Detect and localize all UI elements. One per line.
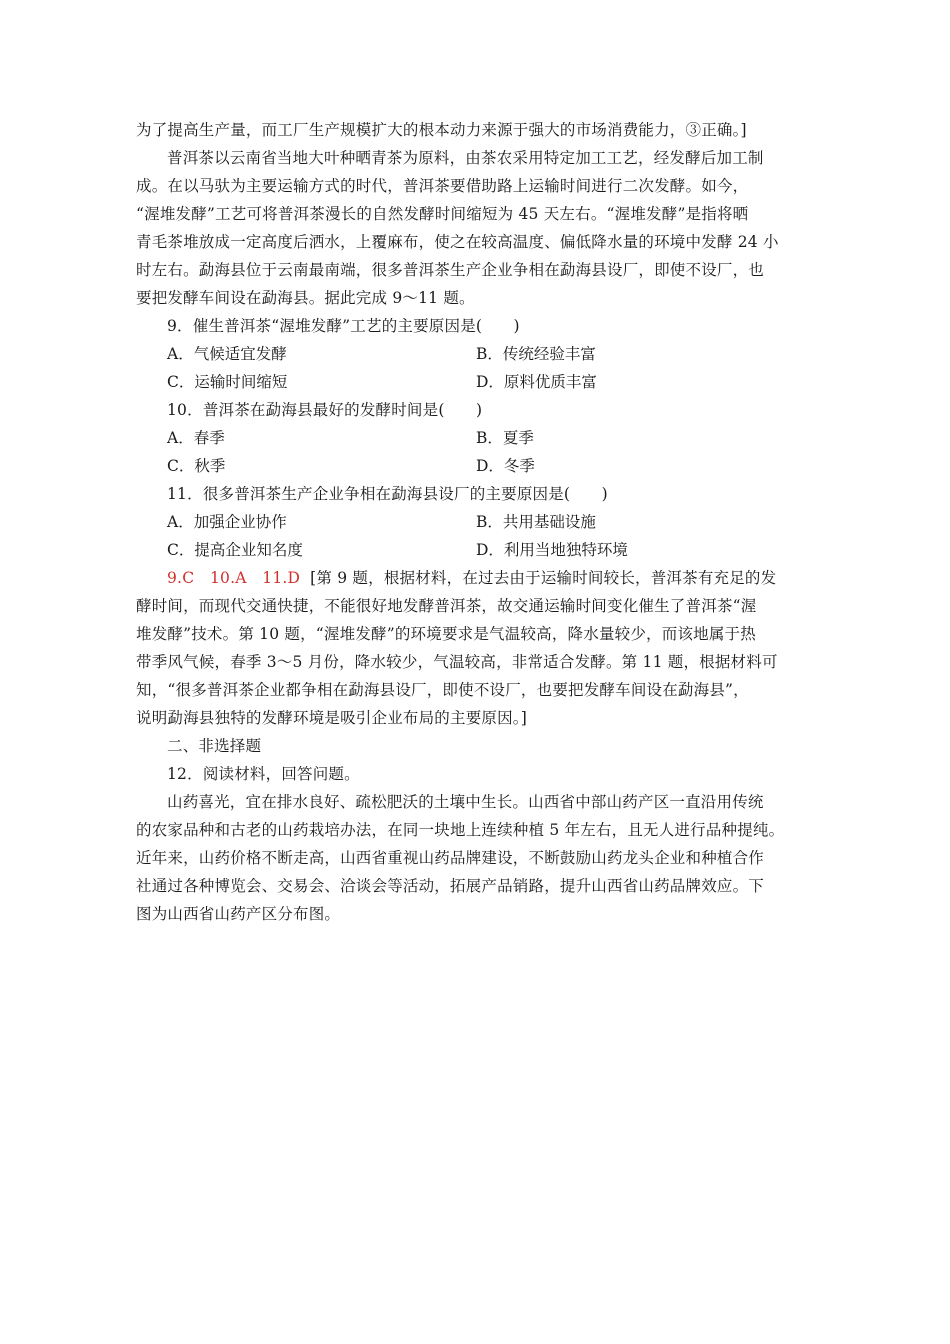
option-d: D．冬季	[476, 457, 535, 475]
explanation-line: 知，“很多普洱茶企业都争相在勐海县设厂，即使不设厂，也要把发酵车间设在勐海县”，	[136, 681, 749, 699]
option-c: C．秋季	[167, 457, 226, 475]
question-11	[136, 480, 816, 564]
document-page	[136, 116, 816, 928]
question-10	[136, 396, 816, 480]
option-a: A．加强企业协作	[167, 513, 287, 531]
passage-line: 的农家品种和古老的山药栽培办法，在同一块地上连续种植 5 年左右，且无人进行品种提纯。	[136, 821, 785, 839]
option-row	[136, 508, 816, 536]
answer-keys: 9.C 10.A 11.D	[167, 569, 301, 587]
question-stem: 11．很多普洱茶生产企业争相在勐海县设厂的主要原因是( )	[167, 485, 608, 503]
passage-line: 山药喜光，宜在排水良好、疏松肥沃的土壤中生长。山西省中部山药产区一直沿用传统	[167, 793, 764, 811]
option-row	[136, 368, 816, 396]
question-12-stem: 12．阅读材料，回答问题。	[167, 765, 360, 783]
option-d: D．利用当地独特环境	[476, 541, 628, 559]
option-d: D．原料优质丰富	[476, 373, 597, 391]
passage-line: 要把发酵车间设在勐海县。据此完成 9～11 题。	[136, 289, 475, 307]
passage-yam	[136, 788, 816, 928]
option-b: B．夏季	[476, 429, 534, 447]
passage-line: 成。在以马驮为主要运输方式的时代，普洱茶要借助路上运输时间进行二次发酵。如今，	[136, 177, 749, 195]
passage-line: 社通过各种博览会、交易会、洽谈会等活动，拓展产品销路，提升山西省山药品牌效应。下	[136, 877, 765, 895]
answer-first-line	[136, 564, 816, 592]
explanation-line: 酵时间，而现代交通快捷，不能很好地发酵普洱茶，故交通运输时间变化催生了普洱茶“渥	[136, 597, 757, 615]
passage-line: “渥堆发酵”工艺可将普洱茶漫长的自然发酵时间缩短为 45 天左右。“渥堆发酵”是指将晒	[136, 205, 749, 223]
option-a: A．气候适宜发酵	[167, 345, 287, 363]
option-row	[136, 340, 816, 368]
passage-line: 普洱茶以云南省当地大叶种晒青茶为原料，由茶农采用特定加工工艺，经发酵后加工制	[167, 149, 764, 167]
intro-tail: 为了提高生产量，而工厂生产规模扩大的根本动力来源于强大的市场消费能力，③正确。]	[136, 121, 747, 139]
explanation-line: 堆发酵”技术。第 10 题，“渥堆发酵”的环境要求是气温较高，降水量较少，而该地属于热	[136, 625, 756, 643]
option-b: B．共用基础设施	[476, 513, 596, 531]
option-row	[136, 536, 816, 564]
passage-line: 时左右。勐海县位于云南最南端，很多普洱茶生产企业争相在勐海县设厂，即使不设厂，也	[136, 261, 765, 279]
option-row	[136, 424, 816, 452]
option-row	[136, 452, 816, 480]
option-c: C．提高企业知名度	[167, 541, 303, 559]
option-c: C．运输时间缩短	[167, 373, 288, 391]
question-stem: 9．催生普洱茶“渥堆发酵”工艺的主要原因是( )	[167, 317, 520, 335]
passage-line: 青毛茶堆放成一定高度后洒水，上覆麻布，使之在较高温度、偏低降水量的环境中发酵 24 小	[136, 233, 779, 251]
question-9	[136, 312, 816, 396]
passage-line: 近年来，山药价格不断走高，山西省重视山药品牌建设，不断鼓励山药龙头企业和种植合作	[136, 849, 765, 867]
question-stem: 10．普洱茶在勐海县最好的发酵时间是( )	[167, 401, 483, 419]
passage-line: 图为山西省山药产区分布图。	[136, 905, 341, 923]
explanation-line: 带季风气候，春季 3～5 月份，降水较少，气温较高，非常适合发酵。第 11 题，根据材料可	[136, 653, 778, 671]
explanation-line: 说明勐海县独特的发酵环境是吸引企业布局的主要原因。]	[136, 709, 527, 727]
passage-tea	[136, 144, 816, 312]
option-a: A．春季	[167, 429, 225, 447]
section-title: 二、非选择题	[167, 737, 262, 755]
answer-explanation	[136, 564, 816, 732]
explanation-text: [第 9 题，根据材料，在过去由于运输时间较长，普洱茶有充足的发	[310, 569, 777, 587]
option-b: B．传统经验丰富	[476, 345, 596, 363]
